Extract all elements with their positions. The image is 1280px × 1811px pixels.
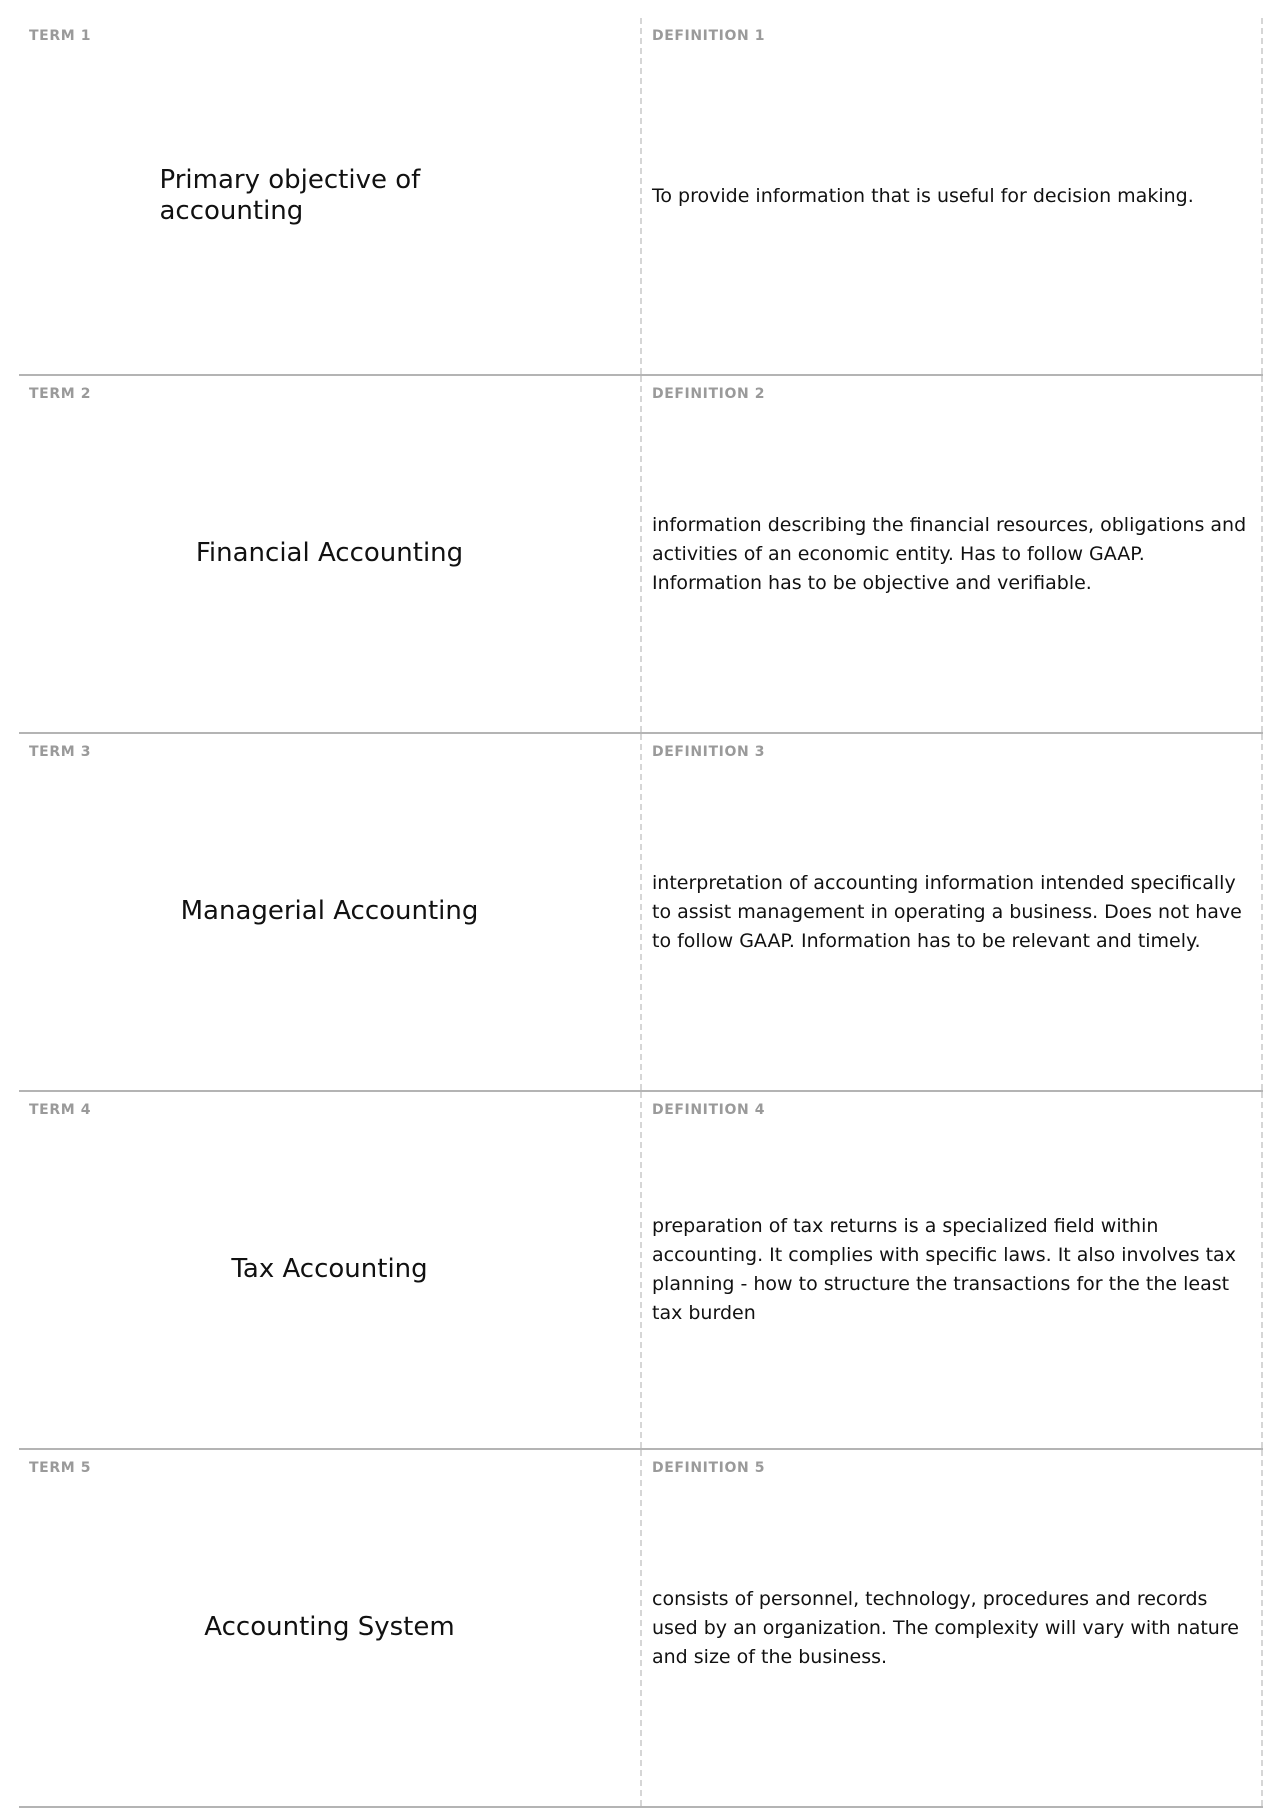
definition-label: DEFINITION 2: [652, 386, 766, 402]
definition-label: DEFINITION 1: [652, 28, 766, 44]
flashcard-sheet: [19, 18, 1263, 1808]
definition-text: interpretation of accounting information intended specifically to assist management in operating a business. Does not have to follow GAAP. Information has to be relevant and timely.: [652, 871, 1242, 952]
card-row-1: [19, 18, 1263, 376]
definition-text: information describing the financial resources, obligations and activities of an economic entity. Has to follow GAAP. Information has to be objective and verifiable.: [652, 513, 1247, 594]
definition-cell-1: [642, 18, 1263, 374]
definition-text: To provide information that is useful for decision making.: [652, 184, 1194, 207]
definition-label: DEFINITION 4: [652, 1102, 766, 1118]
term-text: Accounting System: [204, 1612, 455, 1643]
definition-cell-5: [642, 1450, 1263, 1806]
term-cell-1: [19, 18, 642, 374]
term-cell-3: [19, 734, 642, 1090]
card-row-4: [19, 1092, 1263, 1450]
card-row-3: [19, 734, 1263, 1092]
definition-cell-4: [642, 1092, 1263, 1448]
term-text: Managerial Accounting: [180, 896, 479, 927]
term-label: TERM 5: [29, 1460, 92, 1476]
term-text: Tax Accounting: [231, 1254, 428, 1285]
term-label: TERM 1: [29, 28, 92, 44]
term-cell-5: [19, 1450, 642, 1806]
term-cell-2: [19, 376, 642, 732]
definition-cell-2: [642, 376, 1263, 732]
term-label: TERM 2: [29, 386, 92, 402]
definition-text: consists of personnel, technology, procedures and records used by an organization. The complexity will vary with nature and size of the business.: [652, 1587, 1239, 1668]
definition-label: DEFINITION 3: [652, 744, 766, 760]
card-row-2: [19, 376, 1263, 734]
term-text: Primary objective of accounting: [159, 164, 421, 226]
definition-label: DEFINITION 5: [652, 1460, 766, 1476]
card-row-5: [19, 1450, 1263, 1808]
definition-cell-3: [642, 734, 1263, 1090]
term-label: TERM 3: [29, 744, 92, 760]
definition-text: preparation of tax returns is a specialized field within accounting. It complies with specific laws. It also involves tax planning - how to structure the transactions for the the least tax burden: [652, 1215, 1236, 1324]
term-label: TERM 4: [29, 1102, 92, 1118]
term-text: Financial Accounting: [195, 538, 464, 569]
term-cell-4: [19, 1092, 642, 1448]
